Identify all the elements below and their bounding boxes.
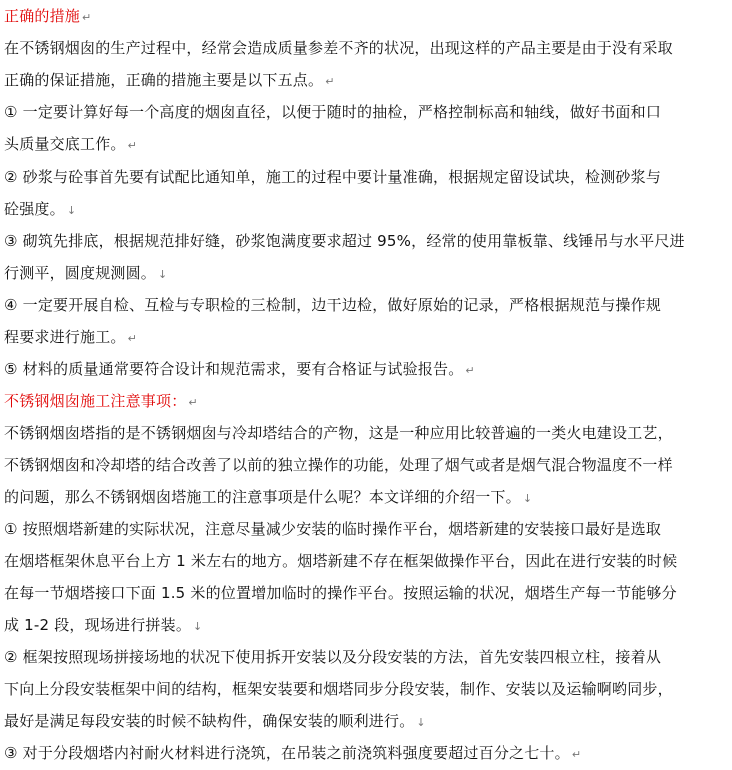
list-item-line: 成 1-2 段，现场进行拼装。 ↓ — [4, 616, 203, 634]
line-break-mark-icon: ↓ — [193, 620, 203, 633]
list-item-line: ③ 砌筑先排底，根据规范排好缝，砂浆饱满度要求超过 95%，经常的使用靠板靠、线锤吊与水平尺进 — [4, 232, 685, 250]
list-item-line: ① 一定要计算好每一个高度的烟囱直径，以便于随时的抽检，严格控制标高和轴线，做好书面和口 — [4, 103, 662, 121]
list-item-line: 程要求进行施工。 ↵ — [4, 328, 138, 346]
list-item-line: 在烟塔框架休息平台上方 1 米左右的地方。烟塔新建不存在框架做操作平台，因此在进行安装的时候 — [4, 552, 678, 570]
list-item-line: 最好是满足每段安装的时候不缺构件，确保安装的顺利进行。 ↓ — [4, 712, 426, 730]
line-break-mark-icon: ↓ — [66, 204, 77, 217]
list-item-line: ① 按照烟塔新建的实际状况，注意尽量减少安装的临时操作平台，烟塔新建的安装接口最好是选取 — [4, 520, 662, 538]
list-item-line: 头质量交底工作。 ↵ — [4, 135, 138, 153]
section-heading-correct-measures: 正确的措施 ↵ — [4, 7, 92, 25]
paragraph-mark-icon: ↵ — [127, 139, 138, 152]
paragraph-mark-icon: ↵ — [127, 332, 138, 345]
paragraph-mark-icon: ↵ — [465, 364, 475, 377]
paragraph-mark-icon: ↵ — [571, 748, 582, 761]
paragraph-line: 正确的保证措施，正确的措施主要是以下五点。 ↵ — [4, 71, 335, 89]
paragraph-line: 不锈钢烟囱塔指的是不锈钢烟囱与冷却塔结合的产物，这是一种应用比较普遍的一类火电建设工艺， — [4, 424, 673, 442]
list-item-line: ④ 一定要开展自检、互检与专职检的三检制，边干边检，做好原始的记录，严格根据规范与操作规 — [4, 296, 662, 314]
list-item-line: ② 砂浆与砼事首先要有试配比通知单，施工的过程中要计量准确，根据规定留设试块，检测砂浆与 — [4, 168, 662, 186]
list-item-line: ③ 对于分段烟塔内衬耐火材料进行浇筑，在吊装之前浇筑料强度要超过百分之七十。 ↵ — [4, 744, 582, 762]
paragraph-line: 在不锈钢烟囱的生产过程中，经常会造成质量参差不齐的状况，出现这样的产品主要是由于没有采取 — [4, 39, 673, 57]
section-heading-precautions: 不锈钢烟囱施工注意事项： ↵ — [4, 392, 198, 410]
list-item-line: ⑤ 材料的质量通常要符合设计和规范需求，要有合格证与试验报告。 ↵ — [4, 360, 475, 378]
list-item-line: 砼强度。 ↓ — [4, 200, 77, 218]
line-break-mark-icon: ↓ — [416, 716, 426, 729]
paragraph-line: 不锈钢烟囱和冷却塔的结合改善了以前的独立操作的功能，处理了烟气或者是烟气混合物温度不一样 — [4, 456, 673, 474]
list-item-line: 行测平，圆度规测圆。 ↓ — [4, 264, 168, 282]
paragraph-mark-icon: ↵ — [325, 75, 335, 88]
line-break-mark-icon: ↓ — [522, 492, 533, 505]
list-item-line: 下向上分段安装框架中间的结构，框架安装要和烟塔同步分段安装，制作、安装以及运输啊哟同步， — [4, 680, 673, 698]
list-item-line: ② 框架按照现场拼接场地的状况下使用拆开安装以及分段安装的方法，首先安装四根立柱，接着从 — [4, 648, 662, 666]
line-break-mark-icon: ↓ — [158, 268, 168, 281]
list-item-line: 在每一节烟塔接口下面 1.5 米的位置增加临时的操作平台。按照运输的状况，烟塔生产每一节能够分 — [4, 584, 677, 602]
paragraph-mark-icon: ↵ — [188, 396, 198, 409]
paragraph-line: 的问题，那么不锈钢烟囱塔施工的注意事项是什么呢？本文详细的介绍一下。 ↓ — [4, 488, 533, 506]
paragraph-mark-icon: ↵ — [82, 11, 92, 24]
